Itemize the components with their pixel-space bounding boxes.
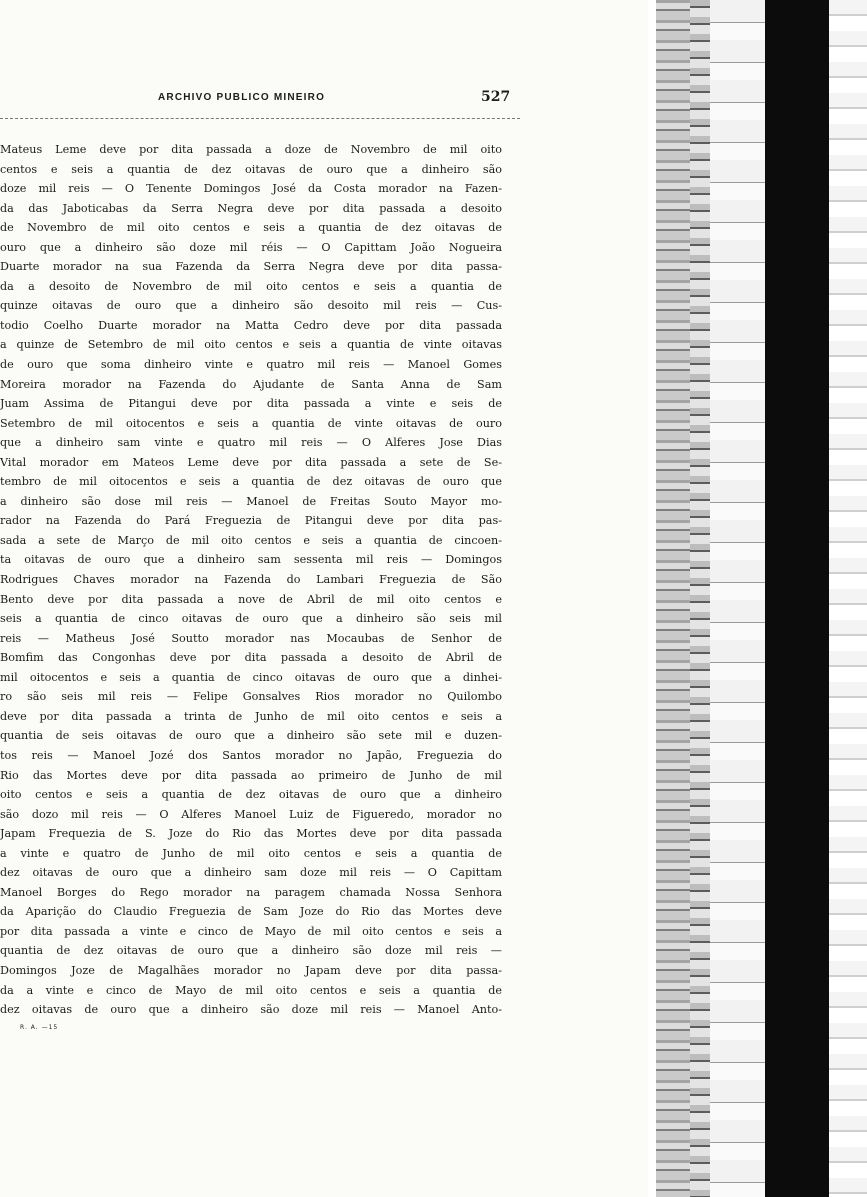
- page-number: 527: [481, 89, 511, 105]
- text-line: a quinze de Setembro de mil oito centos e seis a quantia de vinte oitavas: [0, 338, 502, 352]
- text-line: quantia de seis oitavas de ouro que a dinheiro são sete mil e duzen-: [0, 729, 502, 743]
- text-line: ouro que a dinheiro são doze mil réis — O Capittam João Nogueira: [0, 240, 502, 254]
- signature-mark: R. A. —15: [20, 1024, 59, 1031]
- text-line: da Aparição do Claudio Freguezia de Sam Joze do Rio das Mortes deve: [0, 905, 502, 919]
- text-line: Manoel Borges do Rego morador na paragem chamada Nossa Senhora: [0, 885, 502, 899]
- text-line: doze mil reis — O Tenente Domingos José da Costa morador na Fazen-: [0, 182, 502, 196]
- book-binding-edge: [648, 0, 867, 1197]
- text-line: ta oitavas de ouro que a dinheiro sam sessenta mil reis — Domingos: [0, 553, 502, 567]
- text-line: dez oitavas de ouro que a dinheiro são doze mil reis — Manoel Anto-: [0, 1003, 502, 1017]
- binding-shadow: [765, 0, 829, 1197]
- text-line: seis a quantia de cinco oitavas de ouro que a dinheiro são seis mil: [0, 612, 502, 626]
- text-line: Domingos Joze de Magalhães morador no Japam deve por dita passa-: [0, 963, 502, 977]
- text-line: centos e seis a quantia de dez oitavas de ouro que a dinheiro são: [0, 162, 502, 176]
- text-line: Bomfim das Congonhas deve por dita passada a desoito de Abril de: [0, 651, 502, 665]
- text-line: de Novembro de mil oito centos e seis a quantia de dez oitavas de: [0, 221, 502, 235]
- text-line: Moreira morador na Fazenda do Ajudante de Santa Anna de Sam: [0, 377, 502, 391]
- text-line: quantia de dez oitavas de ouro que a dinheiro são doze mil reis —: [0, 944, 502, 958]
- text-line: Rodrigues Chaves morador na Fazenda do Lambari Freguezia de São: [0, 573, 502, 587]
- text-line: de ouro que soma dinheiro vinte e quatro mil reis — Manoel Gomes: [0, 358, 502, 372]
- binding-band: [690, 0, 710, 1197]
- binding-band: [829, 0, 867, 1197]
- running-title: ARCHIVO PUBLICO MINEIRO: [158, 92, 326, 103]
- text-line: Mateus Leme deve por dita passada a doze de Novembro de mil oito: [0, 143, 502, 156]
- text-line: todio Coelho Duarte morador na Matta Cedro deve por dita passada: [0, 318, 502, 332]
- text-line: sada a sete de Março de mil oito centos e seis a quantia de cincoen-: [0, 533, 502, 547]
- text-line: mil oitocentos e seis a quantia de cinco oitavas de ouro que a dinhei-: [0, 670, 502, 684]
- text-line: reis — Matheus José Soutto morador nas Mocaubas de Senhor de: [0, 631, 502, 645]
- text-line: Duarte morador na sua Fazenda da Serra Negra deve por dita passa-: [0, 260, 502, 274]
- text-line: a dinheiro são dose mil reis — Manoel de Freitas Souto Mayor mo-: [0, 494, 502, 508]
- header-rule: [0, 118, 520, 119]
- text-line: rador na Fazenda do Pará Freguezia de Pitangui deve por dita pas-: [0, 514, 502, 528]
- text-line: que a dinheiro sam vinte e quatro mil reis — O Alferes Jose Dias: [0, 436, 502, 450]
- text-line: Bento deve por dita passada a nove de Abril de mil oito centos e: [0, 592, 502, 606]
- binding-band: [656, 0, 690, 1197]
- text-line: ro são seis mil reis — Felipe Gonsalves Rios morador no Quilombo: [0, 690, 502, 704]
- body-text: [0, 140, 502, 1020]
- text-line: da das Jaboticabas da Serra Negra deve por dita passada a desoito: [0, 201, 502, 215]
- text-line: Japam Frequezia de S. Joze do Rio das Mortes deve por dita passada: [0, 827, 502, 841]
- text-line: dez oitavas de ouro que a dinheiro sam doze mil reis — O Capittam: [0, 866, 502, 880]
- text-line: oito centos e seis a quantia de dez oitavas de ouro que a dinheiro: [0, 788, 502, 802]
- text-line: deve por dita passada a trinta de Junho de mil oito centos e seis a: [0, 709, 502, 723]
- text-line: Juam Assima de Pitangui deve por dita passada a vinte e seis de: [0, 397, 502, 411]
- text-line: da a desoito de Novembro de mil oito centos e seis a quantia de: [0, 279, 502, 293]
- text-line: Vital morador em Mateos Leme deve por dita passada a sete de Se-: [0, 455, 502, 469]
- text-line: a vinte e quatro de Junho de mil oito centos e seis a quantia de: [0, 846, 502, 860]
- text-line: tos reis — Manoel Jozé dos Santos morador no Japão, Freguezia do: [0, 748, 502, 762]
- text-line: são dozo mil reis — O Alferes Manoel Luiz de Figueredo, morador no: [0, 807, 502, 821]
- page-header: [0, 89, 520, 112]
- text-line: Setembro de mil oitocentos e seis a quantia de vinte oitavas de ouro: [0, 416, 502, 430]
- text-line: quinze oitavas de ouro que a dinheiro são desoito mil reis — Cus-: [0, 299, 502, 313]
- text-line: da a vinte e cinco de Mayo de mil oito centos e seis a quantia de: [0, 983, 502, 997]
- text-line: por dita passada a vinte e cinco de Mayo de mil oito centos e seis a: [0, 924, 502, 938]
- text-line: tembro de mil oitocentos e seis a quantia de dez oitavas de ouro que: [0, 475, 502, 489]
- binding-band: [710, 0, 765, 1197]
- text-line: Rio das Mortes deve por dita passada ao primeiro de Junho de mil: [0, 768, 502, 782]
